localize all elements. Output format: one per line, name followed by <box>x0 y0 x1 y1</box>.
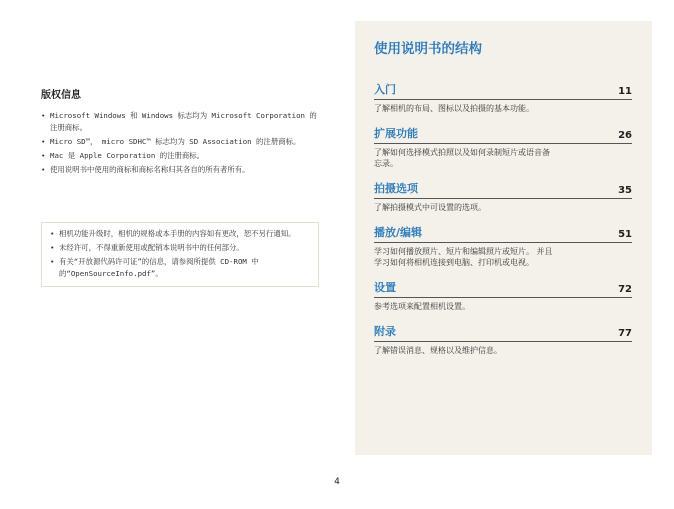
toc-description-line: 学习如何将相机连接到电脑、打印机或电视。 <box>374 258 534 267</box>
notice-box <box>41 222 319 287</box>
toc-page-number[interactable]: 35 <box>618 185 632 196</box>
toc-title: 使用说明书的结构 <box>374 41 482 57</box>
toc-label[interactable]: 播放/编辑 <box>374 226 423 239</box>
toc-page-number[interactable]: 26 <box>618 130 632 141</box>
toc-page-number[interactable]: 72 <box>618 284 632 295</box>
toc-description-line: 了解如何选择模式拍照以及如何录制短片或语音备 <box>374 148 550 157</box>
page-number: 4 <box>334 477 340 487</box>
toc-label[interactable]: 设置 <box>374 281 396 294</box>
toc-label[interactable]: 附录 <box>374 325 396 338</box>
toc-description-line: 忘录。 <box>374 159 398 168</box>
toc-description <box>374 202 632 213</box>
toc-entry-header <box>374 81 632 100</box>
toc-entry-shooting-options[interactable] <box>374 180 632 213</box>
copyright-list <box>41 110 321 176</box>
toc-page-number[interactable]: 77 <box>618 328 632 339</box>
toc-entry-getting-started[interactable] <box>374 81 632 114</box>
copyright-item: • Microsoft Windows 和 Windows 标志均为 Microsoft Corporation 的注册商标。 <box>41 110 321 134</box>
toc-description <box>374 246 632 268</box>
toc-entry-settings[interactable] <box>374 279 632 312</box>
toc-description <box>374 147 632 169</box>
copyright-item: • Mac 是 Apple Corporation 的注册商标。 <box>41 150 321 162</box>
toc-page-number[interactable]: 51 <box>618 229 632 240</box>
toc-description <box>374 301 632 312</box>
notice-item: • 相机功能升级时，相机的规格或本手册的内容如有更改，恕不另行通知。 <box>50 228 310 240</box>
toc-label[interactable]: 扩展功能 <box>374 127 418 140</box>
toc-description <box>374 345 632 356</box>
toc-description-line: 学习如何播放照片、短片和编辑照片或短片。 并且 <box>374 247 553 256</box>
toc-page-number[interactable]: 11 <box>618 86 632 97</box>
toc-entry-header <box>374 180 632 199</box>
copyright-title: 版权信息 <box>41 90 81 101</box>
toc-entry-header <box>374 224 632 243</box>
toc-entry-playback-editing[interactable] <box>374 224 632 268</box>
toc-label[interactable]: 拍摄选项 <box>374 182 418 195</box>
toc-description-line: 了解相机的布局、图标以及拍摄的基本功能。 <box>374 104 534 113</box>
manual-structure-panel <box>355 21 652 455</box>
copyright-item: • 使用说明书中使用的商标和商标名称归其各自的所有者所有。 <box>41 164 321 176</box>
notice-item: • 未经许可，不得重新使用或配销本说明书中的任何部分。 <box>50 242 310 254</box>
toc-entry-extended-functions[interactable] <box>374 125 632 169</box>
table-of-contents <box>374 81 632 367</box>
copyright-section <box>41 86 321 178</box>
toc-description-line: 了解错误消息、规格以及维护信息。 <box>374 346 502 355</box>
toc-entry-header <box>374 125 632 144</box>
toc-description-line: 参考选项来配置相机设置。 <box>374 302 470 311</box>
copyright-item: • Micro SD™， micro SDHC™ 标志均为 SD Association 的注册商标。 <box>41 136 321 148</box>
notice-list <box>50 228 310 280</box>
toc-label[interactable]: 入门 <box>374 83 396 96</box>
toc-description-line: 了解拍摄模式中可设置的选项。 <box>374 203 486 212</box>
toc-entry-header <box>374 323 632 342</box>
toc-entry-header <box>374 279 632 298</box>
notice-item: • 有关“开放源代码许可证”的信息，请参阅所提供 CD-ROM 中的“OpenSourceInfo.pdf”。 <box>50 256 310 280</box>
toc-description <box>374 103 632 114</box>
toc-entry-appendix[interactable] <box>374 323 632 356</box>
